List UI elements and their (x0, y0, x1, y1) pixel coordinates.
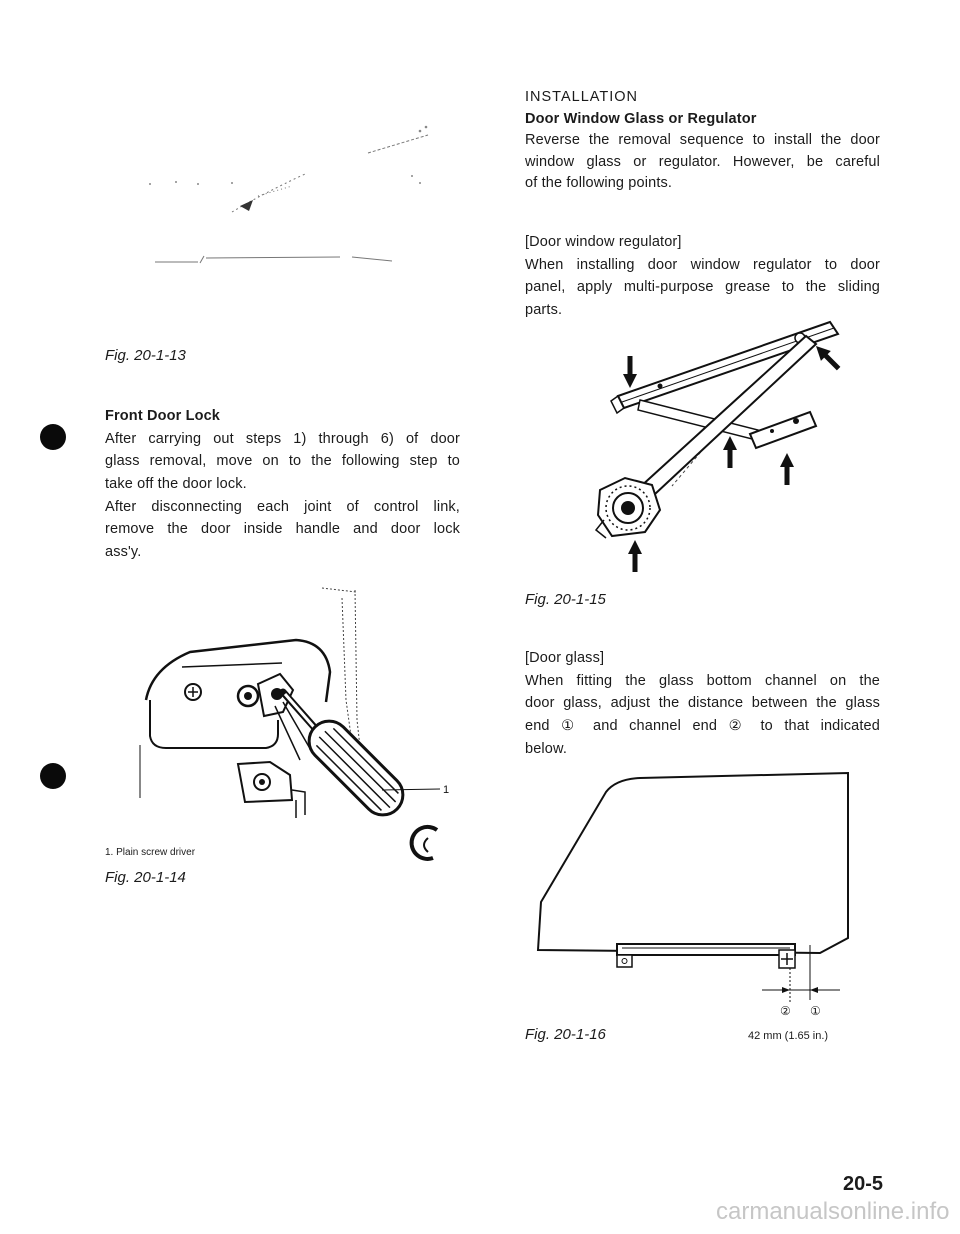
body-line: remove the door inside handle and door lock (105, 521, 460, 538)
grease-point-arrow (628, 540, 642, 572)
binder-hole-top (40, 424, 66, 450)
clip-part (412, 827, 437, 859)
figure-caption: Fig. 20-1-14 (105, 869, 186, 886)
body-line: end ① and channel end ② to that indicated (525, 718, 880, 735)
grease-point-arrow (811, 341, 844, 374)
dimension-arrow-right (782, 987, 790, 993)
section-heading: INSTALLATION (525, 89, 638, 105)
lower-rail (750, 412, 816, 448)
body-line: of the following points. (525, 175, 673, 191)
door-panel (140, 640, 330, 798)
body-line: take off the door lock. (105, 476, 247, 493)
sketch-tick (200, 256, 204, 263)
figure-legend: 1. Plain screw driver (105, 847, 196, 858)
screwdriver (283, 692, 411, 823)
figure-20-1-15 (595, 315, 855, 580)
callout-number: 1 (443, 784, 450, 796)
sketch-specks (149, 126, 427, 185)
body-line: When installing door window regulator to door (525, 256, 880, 273)
grease-point-arrow (780, 453, 794, 485)
body-line: below. (525, 740, 568, 757)
sketch-mark (240, 200, 253, 211)
body-line: Reverse the removal sequence to install the door (525, 132, 880, 148)
glass-end-marker: ① (810, 1004, 821, 1018)
installation-section (525, 87, 880, 195)
binder-hole-bottom (40, 763, 66, 789)
door-glass-outline (538, 773, 848, 953)
section-heading: [Door window regulator] (525, 234, 682, 250)
lock-bracket (238, 762, 305, 818)
regulator-section (525, 231, 880, 322)
door-glass-section (525, 647, 880, 760)
body-line: When fitting the glass bottom channel on the (525, 672, 880, 689)
watermark: carmanualsonline.info (716, 1198, 950, 1225)
section-heading: Front Door Lock (105, 408, 221, 424)
figure-20-1-13 (140, 125, 430, 275)
sketch-baseline (155, 257, 392, 262)
regulator-gearbox (596, 478, 660, 538)
channel-end-marker: ② (780, 1004, 791, 1018)
screw-left (185, 684, 201, 700)
figure-caption: Fig. 20-1-15 (525, 591, 606, 608)
grease-point-arrow (723, 436, 737, 468)
section-subheading: Door Window Glass or Regulator (525, 110, 757, 127)
dimension-arrow-left (810, 987, 818, 993)
body-line: After disconnecting each joint of control link, (105, 498, 460, 515)
sketch-line (368, 135, 428, 153)
section-heading: [Door glass] (525, 650, 605, 666)
front-door-lock-section (105, 405, 460, 564)
page-number: 20-5 (843, 1173, 884, 1195)
figure-20-1-14 (130, 560, 490, 860)
body-line: parts. (525, 302, 563, 319)
upper-rail (611, 322, 838, 413)
figure-caption: Fig. 20-1-13 (105, 347, 186, 364)
body-line: After carrying out steps 1) through 6) of door (105, 430, 460, 447)
grease-point-arrow (623, 356, 637, 388)
dimension-label: 42 mm (1.65 in.) (748, 1030, 829, 1042)
body-line: ass'y. (105, 544, 142, 561)
figure-20-1-16 (525, 765, 855, 1010)
glass-bottom-channel (617, 944, 795, 968)
body-line: door glass, adjust the distance between the glass (525, 695, 880, 712)
body-line: glass removal, move on to the following step to (105, 453, 460, 470)
screw-right (238, 686, 258, 706)
body-line: panel, apply multi-purpose grease to the sliding (525, 279, 880, 296)
body-line: window glass or regulator. However, be careful (525, 153, 880, 170)
figure-caption: Fig. 20-1-16 (525, 1026, 606, 1043)
